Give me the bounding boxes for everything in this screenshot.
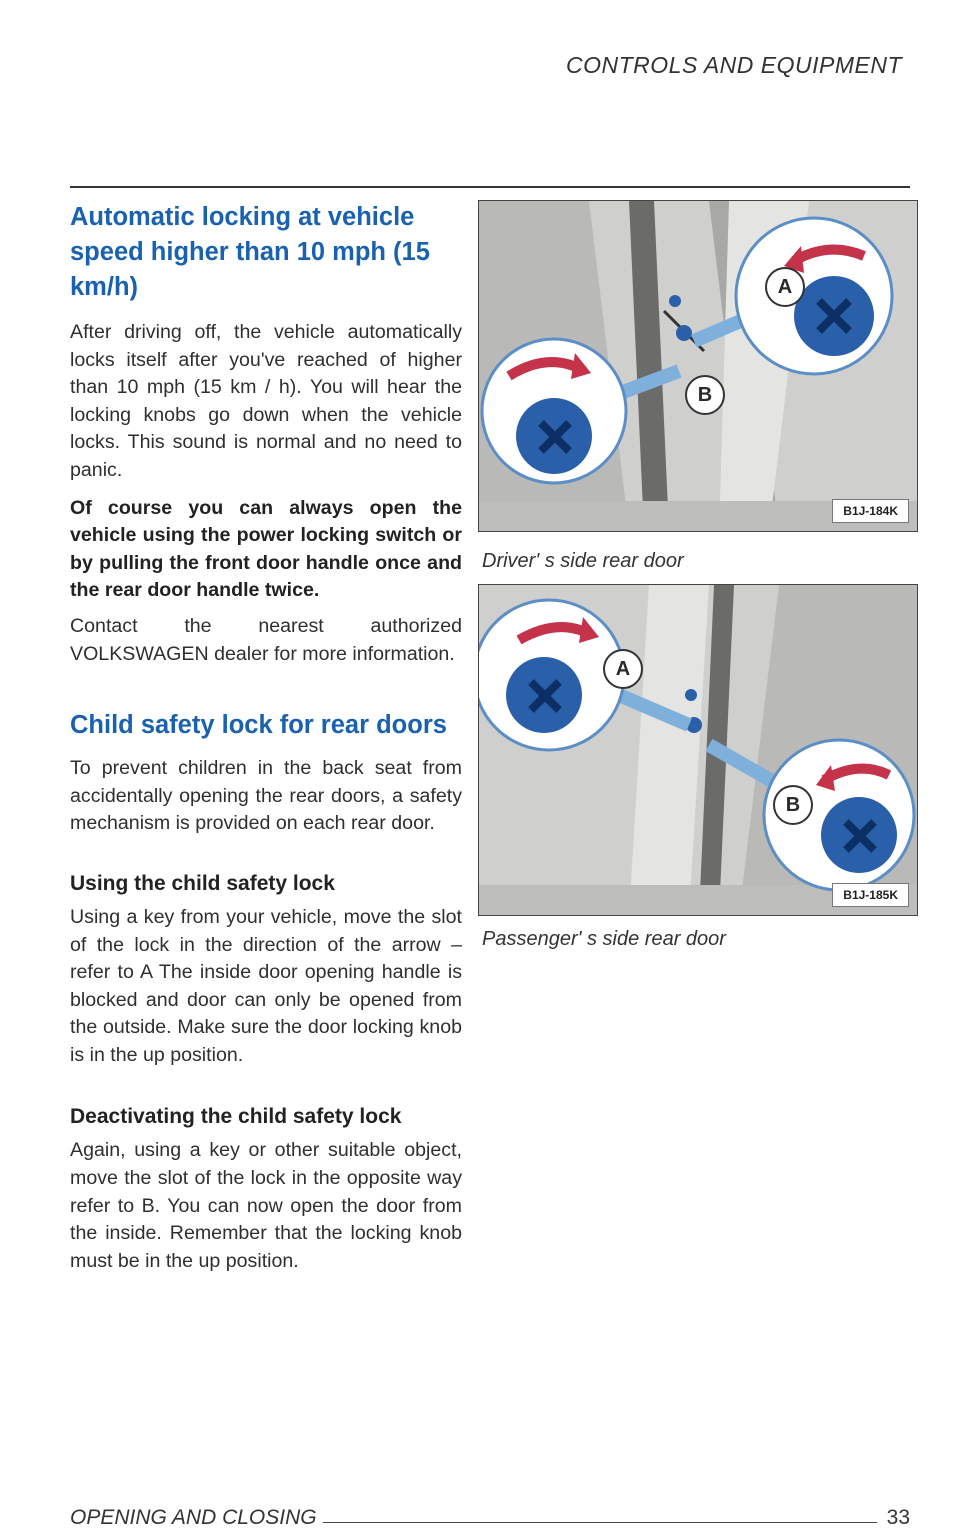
- callout-b-label: B: [685, 375, 725, 415]
- page-header: CONTROLS AND EQUIPMENT: [566, 52, 903, 78]
- child-lock-heading: Child safety lock for rear doors: [70, 711, 447, 740]
- door-illustration: [479, 201, 917, 531]
- deactivating-child-lock-body: Again, using a key or other suitable object, move the slot of the lock in the opposite way refer to B. You can now open the door from the inside. Remember that the locking knob must be in the up position.: [70, 1139, 462, 1272]
- door-illustration: [479, 585, 917, 915]
- auto-lock-contact: Contact the nearest authorized VOLKSWAGEN dealer for more information.: [70, 614, 462, 665]
- page-footer: [70, 1506, 910, 1530]
- auto-lock-heading: Automatic locking at vehicle speed higher than 10 mph (15 km/h): [70, 203, 430, 301]
- callout-a-label: A: [603, 649, 643, 689]
- auto-lock-body: After driving off, the vehicle automatically locks itself after you've reached of higher than 10 mph (15 km / h). You will hear the locking knobs go down when the vehicle locks. This sound is normal and no need to panic.: [70, 321, 462, 481]
- figure-code: B1J-185K: [832, 883, 909, 907]
- drivers-side-caption: Driver' s side rear door: [482, 550, 684, 572]
- child-lock-body: To prevent children in the back seat from accidentally opening the rear doors, a safety mechanism is provided on each rear door.: [70, 757, 462, 835]
- callout-b-label: B: [773, 785, 813, 825]
- footer-rule: [323, 1522, 877, 1524]
- passengers-side-door-figure: [478, 584, 918, 916]
- page-number: 33: [886, 1506, 910, 1529]
- left-column: [70, 200, 462, 1275]
- footer-section: OPENING AND CLOSING: [70, 1506, 317, 1529]
- header-rule: [70, 186, 910, 188]
- using-child-lock-body: Using a key from your vehicle, move the slot of the lock in the direction of the arrow – refer to A The inside door opening handle is blocked and door can only be opened from the outside. Make sure the door locking knob is in the up position.: [70, 905, 462, 1066]
- auto-lock-note: Of course you can always open the vehicle using the power locking switch or by pulling the front door handle once and the rear door handle twice.: [70, 496, 462, 602]
- drivers-side-door-figure: [478, 200, 918, 532]
- using-child-lock-heading: Using the child safety lock: [70, 871, 335, 895]
- figure-code: B1J-184K: [832, 499, 909, 523]
- deactivating-child-lock-heading: Deactivating the child safety lock: [70, 1105, 402, 1129]
- passengers-side-caption: Passenger' s side rear door: [482, 928, 726, 950]
- callout-a-label: A: [765, 267, 805, 307]
